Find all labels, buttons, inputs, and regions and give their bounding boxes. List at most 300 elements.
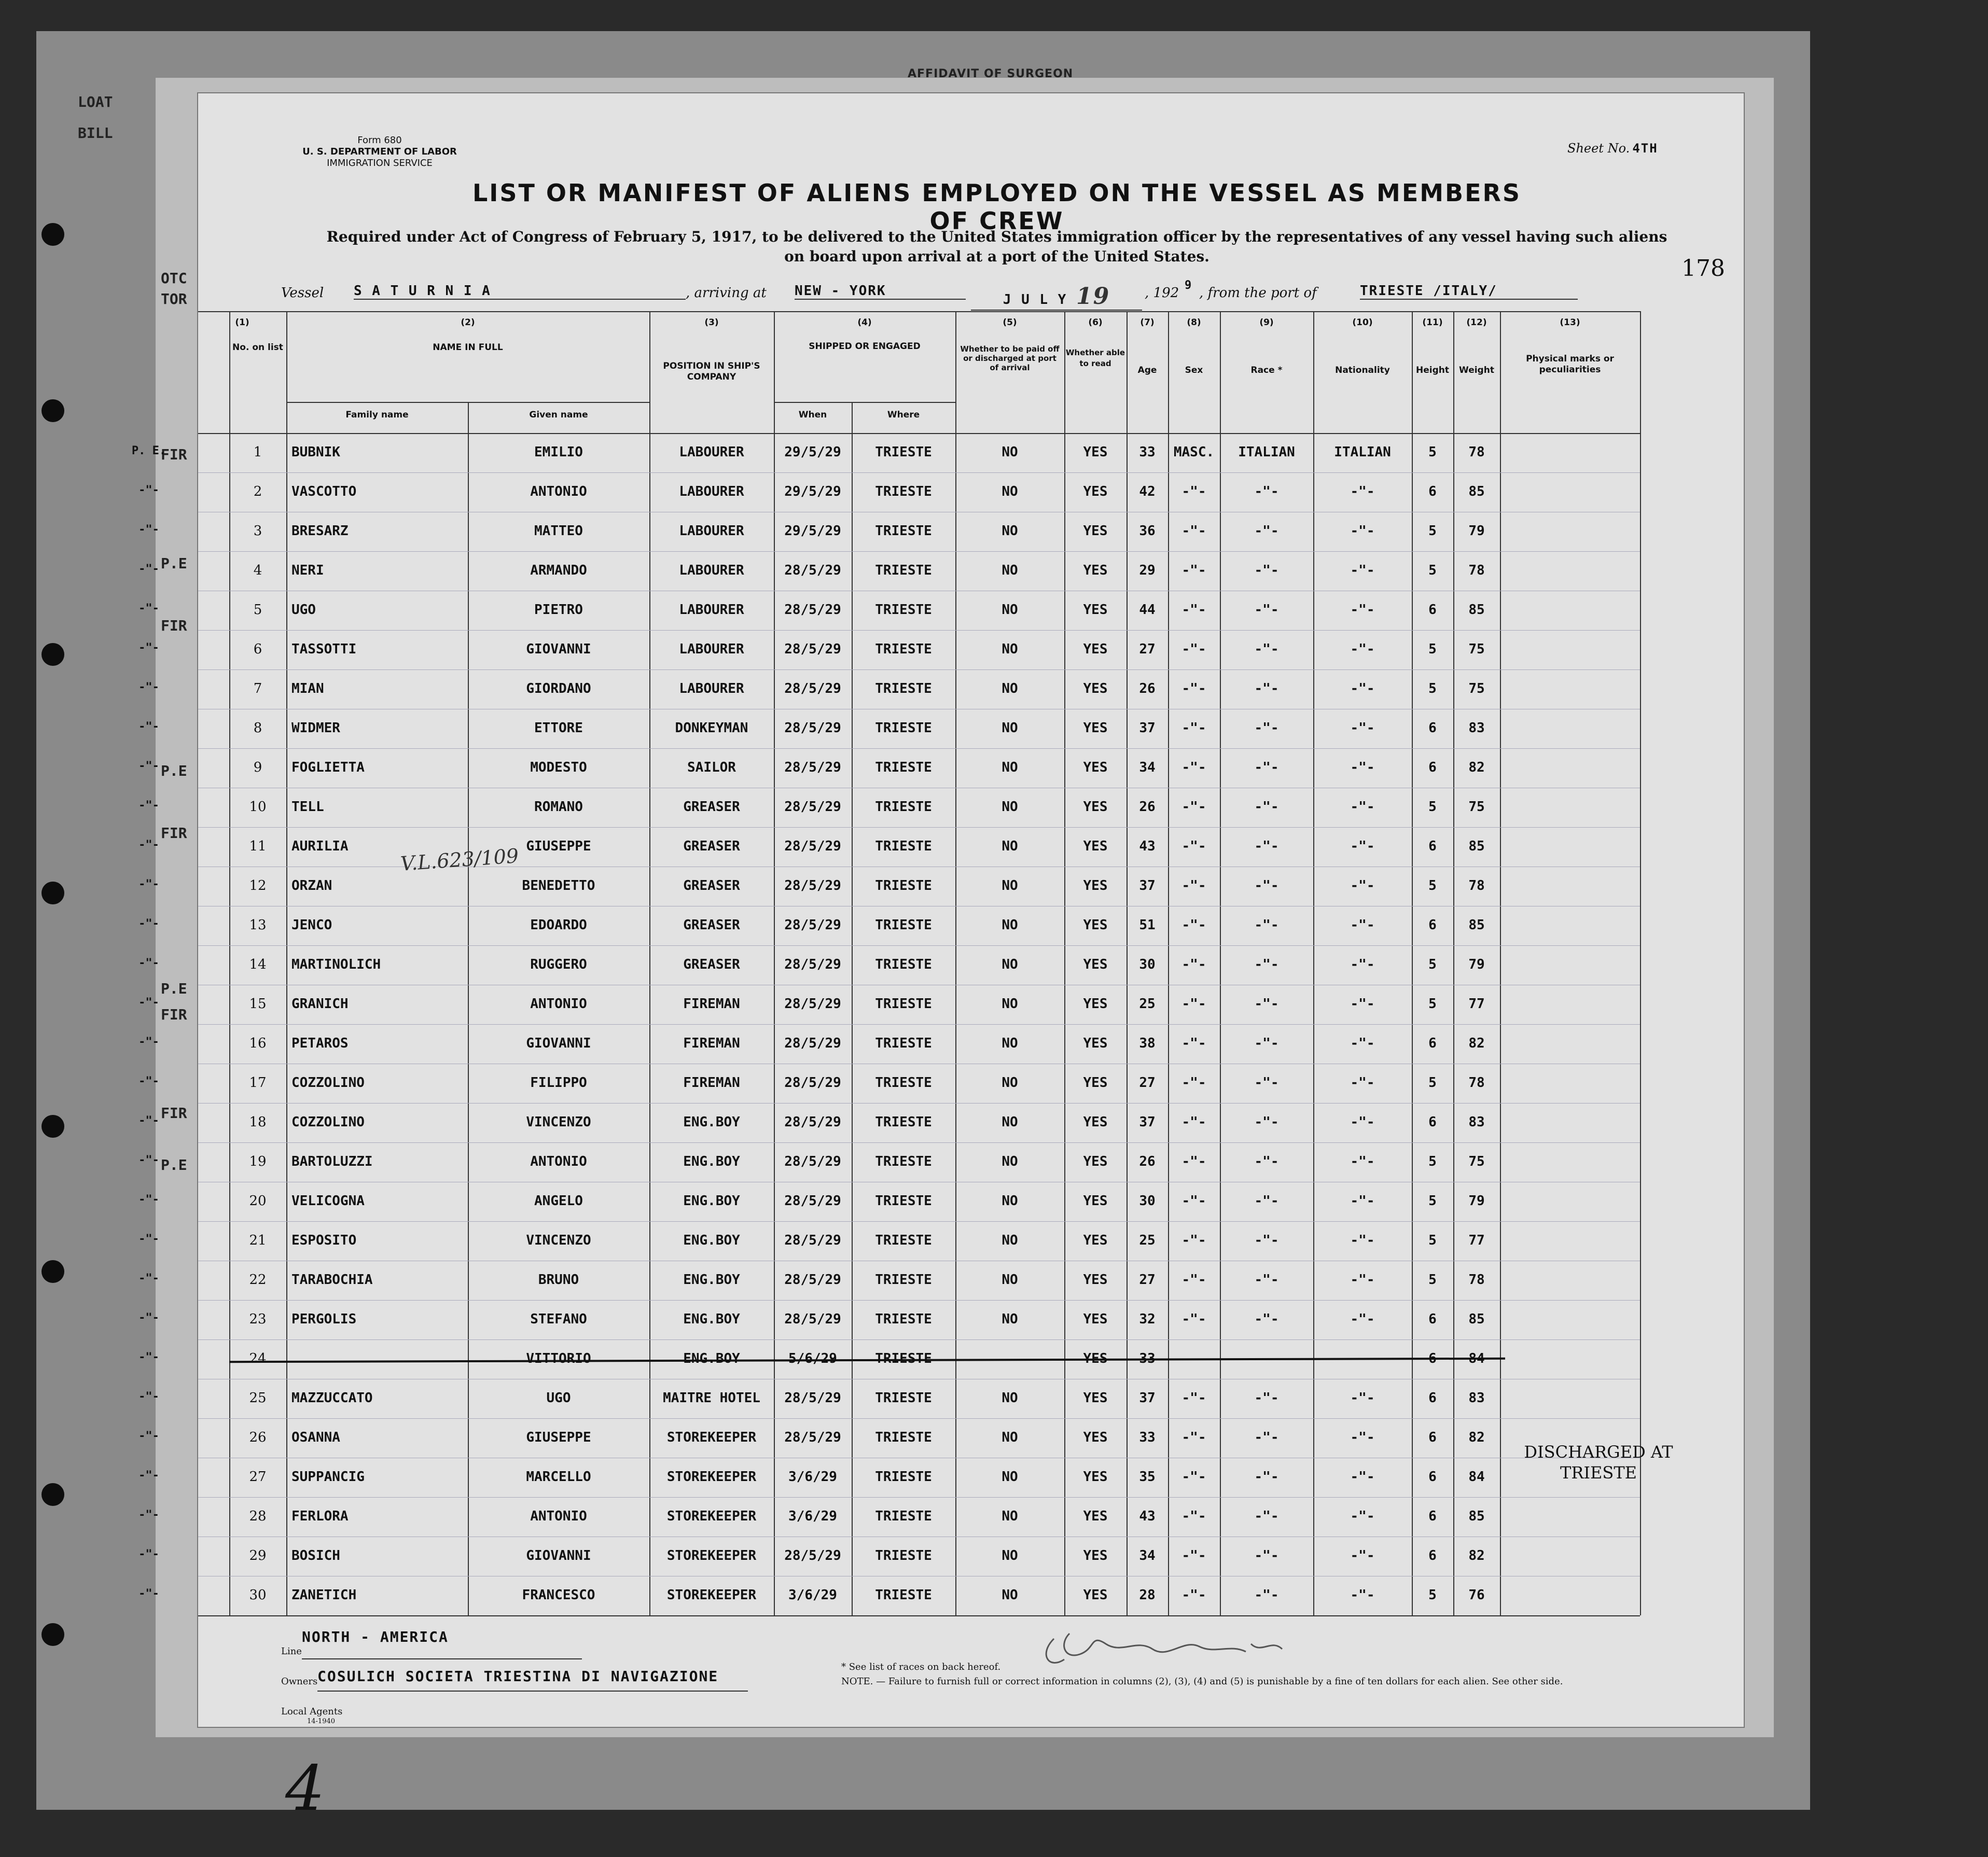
cell-weight: 85 xyxy=(1468,1509,1485,1524)
cell-race: -"- xyxy=(1254,1311,1279,1327)
cell-height: 6 xyxy=(1428,1390,1437,1406)
punch-hole xyxy=(41,1623,64,1646)
penalty-note: NOTE. — Failure to furnish full or correct information in columns (2), (3), (4) and (5) is punishable by a fine of ten dollars for each alien. See other side. xyxy=(841,1676,1563,1687)
cell-age: 34 xyxy=(1139,1548,1156,1563)
cell-position: DONKEYMAN xyxy=(675,720,748,736)
cell-weight: 77 xyxy=(1468,996,1485,1012)
header-given-name: Given name xyxy=(529,410,588,420)
cell-able-to-read: YES xyxy=(1083,681,1108,696)
arrival-month: J U L Y xyxy=(1003,292,1067,308)
page-number: 4 xyxy=(285,1753,325,1825)
cell-paid-off: NO xyxy=(1002,917,1018,933)
cell-given-name: BRUNO xyxy=(538,1272,579,1288)
cell-paid-off: NO xyxy=(1002,1587,1018,1603)
cell-height: 5 xyxy=(1428,1075,1437,1091)
cell-given-name: MODESTO xyxy=(530,760,587,775)
cell-sex: -"- xyxy=(1181,1430,1206,1445)
cell-shipped-where: TRIESTE xyxy=(875,523,932,539)
cell-row-mark: P. E. xyxy=(131,444,166,457)
cell-family-name: SUPPANCIG xyxy=(291,1469,365,1485)
colnum-3: (3) xyxy=(704,317,719,328)
colnum-11: (11) xyxy=(1422,317,1443,328)
cell-shipped-where: TRIESTE xyxy=(875,1390,932,1406)
row-rule xyxy=(198,748,1640,749)
cell-position: LABOURER xyxy=(679,641,744,657)
cell-height: 6 xyxy=(1428,839,1437,854)
cell-able-to-read: YES xyxy=(1083,799,1108,815)
arriving-label: , arriving at xyxy=(686,285,767,301)
colnum-13: (13) xyxy=(1560,317,1580,328)
from-label: , from the port of xyxy=(1199,285,1317,301)
cell-position: SAILOR xyxy=(687,760,736,775)
cell-family-name: BOSICH xyxy=(291,1548,340,1563)
cell-position: LABOURER xyxy=(679,681,744,696)
cell-given-name: BENEDETTO xyxy=(522,878,595,893)
cell-shipped-when: 28/5/29 xyxy=(784,1036,841,1051)
cell-race: -"- xyxy=(1254,720,1279,736)
cell-given-name: ETTORE xyxy=(534,720,583,736)
cell-height: 6 xyxy=(1428,484,1437,499)
cell-shipped-when: 28/5/29 xyxy=(784,760,841,775)
cell-sex: -"- xyxy=(1181,1548,1206,1563)
cell-family-name: ZANETICH xyxy=(291,1587,357,1603)
punch-hole xyxy=(41,1483,64,1506)
cell-shipped-when: 28/5/29 xyxy=(784,720,841,736)
cell-row-mark: -"- xyxy=(138,1193,159,1206)
cell-able-to-read: YES xyxy=(1083,720,1108,736)
cell-given-name: EMILIO xyxy=(534,444,583,460)
cell-weight: 84 xyxy=(1468,1469,1485,1485)
cell-family-name: OSANNA xyxy=(291,1430,340,1445)
column-divider xyxy=(1500,311,1501,1615)
cell-row-number: 13 xyxy=(249,917,267,933)
cell-age: 30 xyxy=(1139,957,1156,972)
cell-height: 6 xyxy=(1428,602,1437,618)
cell-weight: 84 xyxy=(1468,1351,1485,1366)
cell-age: 30 xyxy=(1139,1193,1156,1209)
cell-age: 27 xyxy=(1139,641,1156,657)
cell-nationality: -"- xyxy=(1350,760,1375,775)
punch-hole xyxy=(41,1260,64,1283)
cell-family-name: JENCO xyxy=(291,917,332,933)
row-rule xyxy=(198,669,1640,670)
cell-age: 36 xyxy=(1139,523,1156,539)
header-name-in-full: NAME IN FULL xyxy=(433,342,503,353)
cell-shipped-when: 28/5/29 xyxy=(784,1114,841,1130)
cell-row-mark: -"- xyxy=(138,839,159,851)
cell-position: STOREKEEPER xyxy=(666,1509,757,1524)
cell-row-number: 5 xyxy=(253,602,262,618)
cell-family-name: BARTOLUZZI xyxy=(291,1154,373,1169)
cell-row-mark: -"- xyxy=(138,1154,159,1167)
header-when: When xyxy=(798,410,827,420)
cell-race: -"- xyxy=(1254,1390,1279,1406)
cell-shipped-when: 28/5/29 xyxy=(784,563,841,578)
cell-row-number: 8 xyxy=(253,720,262,736)
header-nationality: Nationality xyxy=(1335,365,1390,375)
cell-position: ENG.BOY xyxy=(683,1272,740,1288)
cell-sex: -"- xyxy=(1181,917,1206,933)
cell-height: 6 xyxy=(1428,917,1437,933)
cell-position: FIREMAN xyxy=(683,1036,740,1051)
cell-nationality: -"- xyxy=(1350,917,1375,933)
cell-race: -"- xyxy=(1254,799,1279,815)
cell-age: 32 xyxy=(1139,1311,1156,1327)
colnum-10: (10) xyxy=(1352,317,1373,328)
header-paid-off: Whether to be paid off or discharged at port of arrival xyxy=(960,344,1060,372)
cell-able-to-read: YES xyxy=(1083,839,1108,854)
discharged-line-1: DISCHARGED AT xyxy=(1524,1442,1673,1462)
cell-paid-off: NO xyxy=(1002,720,1018,736)
cell-sex: -"- xyxy=(1181,1036,1206,1051)
cell-given-name: ROMANO xyxy=(534,799,583,815)
header-sex: Sex xyxy=(1185,365,1203,375)
cell-shipped-where: TRIESTE xyxy=(875,760,932,775)
cell-position: GREASER xyxy=(683,799,740,815)
footer xyxy=(281,1628,1723,1725)
owners-label: Owners xyxy=(281,1676,318,1687)
cell-shipped-where: TRIESTE xyxy=(875,720,932,736)
header-able-to-read: Whether able to read xyxy=(1065,348,1125,368)
cell-row-number: 16 xyxy=(249,1036,267,1051)
cell-nationality: -"- xyxy=(1350,799,1375,815)
cell-row-number: 14 xyxy=(249,957,267,972)
cell-able-to-read: YES xyxy=(1083,1154,1108,1169)
cell-given-name: MARCELLO xyxy=(526,1469,591,1485)
cell-weight: 78 xyxy=(1468,444,1485,460)
cell-sex: -"- xyxy=(1181,1272,1206,1288)
edge-mark: FIR xyxy=(161,446,187,463)
edge-mark: P.E xyxy=(161,555,187,572)
manifest-title: LIST OR MANIFEST OF ALIENS EMPLOYED ON THE VESSEL AS MEMBERS OF CREW xyxy=(472,179,1522,235)
cell-weight: 82 xyxy=(1468,1430,1485,1445)
cell-shipped-where: TRIESTE xyxy=(875,641,932,657)
year-prefix: , 192 xyxy=(1145,285,1179,301)
cell-height: 5 xyxy=(1428,681,1437,696)
cell-position: GREASER xyxy=(683,878,740,893)
cell-weight: 78 xyxy=(1468,1272,1485,1288)
cell-family-name: FOGLIETTA xyxy=(291,760,365,775)
cell-race: -"- xyxy=(1254,760,1279,775)
cell-sex: -"- xyxy=(1181,1390,1206,1406)
cell-family-name: MIAN xyxy=(291,681,324,696)
cell-weight: 85 xyxy=(1468,917,1485,933)
row-rule xyxy=(198,1497,1640,1498)
cell-able-to-read: YES xyxy=(1083,1272,1108,1288)
cell-family-name: BUBNIK xyxy=(291,444,340,460)
cell-sex: -"- xyxy=(1181,484,1206,499)
cell-nationality: -"- xyxy=(1350,1193,1375,1209)
races-note: * See list of races on back hereof. xyxy=(841,1661,1001,1672)
cell-row-number: 19 xyxy=(249,1154,267,1169)
cell-sex: -"- xyxy=(1181,839,1206,854)
cell-row-number: 25 xyxy=(249,1390,267,1406)
cell-race: -"- xyxy=(1254,1509,1279,1524)
cell-family-name: VASCOTTO xyxy=(291,484,357,499)
cell-family-name: AURILIA xyxy=(291,839,349,854)
edge-mark: P.E xyxy=(161,980,187,997)
vessel-name: S A T U R N I A xyxy=(354,283,686,300)
form-header xyxy=(297,135,463,169)
cell-shipped-where: TRIESTE xyxy=(875,1509,932,1524)
discharged-line-2: TRIESTE xyxy=(1560,1463,1637,1483)
cell-able-to-read: YES xyxy=(1083,484,1108,499)
cell-weight: 79 xyxy=(1468,1193,1485,1209)
cell-position: FIREMAN xyxy=(683,996,740,1012)
cell-height: 6 xyxy=(1428,1469,1437,1485)
cell-race: -"- xyxy=(1254,1114,1279,1130)
cell-height: 6 xyxy=(1428,1311,1437,1327)
cell-race: -"- xyxy=(1254,1272,1279,1288)
cell-paid-off: NO xyxy=(1002,996,1018,1012)
cell-height: 5 xyxy=(1428,957,1437,972)
arrival-date xyxy=(971,283,1142,311)
cell-age: 25 xyxy=(1139,996,1156,1012)
cell-weight: 78 xyxy=(1468,563,1485,578)
cell-nationality: -"- xyxy=(1350,641,1375,657)
cell-shipped-where: TRIESTE xyxy=(875,1272,932,1288)
cell-row-mark: -"- xyxy=(138,878,159,891)
cell-sex: -"- xyxy=(1181,1154,1206,1169)
year-suffix: 9 xyxy=(1185,279,1193,292)
cell-weight: 75 xyxy=(1468,1154,1485,1169)
cell-given-name: GIOVANNI xyxy=(526,1036,591,1051)
cell-age: 33 xyxy=(1139,444,1156,460)
cell-row-mark: -"- xyxy=(138,1311,159,1324)
cell-shipped-where: TRIESTE xyxy=(875,839,932,854)
cell-row-number: 10 xyxy=(249,799,267,815)
cell-race: -"- xyxy=(1254,917,1279,933)
cell-age: 27 xyxy=(1139,1075,1156,1091)
header-rule xyxy=(198,1615,1640,1616)
cell-height: 5 xyxy=(1428,523,1437,539)
cell-age: 38 xyxy=(1139,1036,1156,1051)
cell-family-name: TELL xyxy=(291,799,324,815)
vessel-label: Vessel xyxy=(281,285,324,301)
cell-position: MAITRE HOTEL xyxy=(663,1390,760,1406)
cell-row-number: 15 xyxy=(249,996,267,1012)
edge-mark: P.E xyxy=(161,1156,187,1174)
row-rule xyxy=(198,1418,1640,1419)
header-height: Height xyxy=(1416,365,1449,375)
cell-nationality: -"- xyxy=(1350,1154,1375,1169)
cell-age: 29 xyxy=(1139,563,1156,578)
cell-paid-off: NO xyxy=(1002,1548,1018,1563)
cell-height: 5 xyxy=(1428,1272,1437,1288)
cell-position: LABOURER xyxy=(679,484,744,499)
edge-mark: FIR xyxy=(161,1006,187,1023)
cell-nationality: -"- xyxy=(1350,1311,1375,1327)
line-underline xyxy=(302,1658,582,1659)
cell-sex: -"- xyxy=(1181,602,1206,618)
cell-row-number: 26 xyxy=(249,1430,267,1445)
cell-sex: -"- xyxy=(1181,1114,1206,1130)
cell-shipped-when: 28/5/29 xyxy=(784,1193,841,1209)
cell-family-name: BRESARZ xyxy=(291,523,349,539)
cell-family-name: FERLORA xyxy=(291,1509,349,1524)
cell-row-number: 7 xyxy=(253,681,262,696)
punch-hole xyxy=(41,399,64,422)
cell-paid-off: NO xyxy=(1002,760,1018,775)
colnum-4: (4) xyxy=(857,317,872,328)
cell-row-mark: -"- xyxy=(138,1114,159,1127)
cell-shipped-where: TRIESTE xyxy=(875,1587,932,1603)
cell-sex: -"- xyxy=(1181,523,1206,539)
cell-able-to-read: YES xyxy=(1083,1351,1108,1366)
cell-row-mark: -"- xyxy=(138,1272,159,1285)
form-number: Form 680 xyxy=(357,135,402,146)
cell-position: ENG.BOY xyxy=(683,1311,740,1327)
row-rule xyxy=(198,630,1640,631)
service-name: IMMIGRATION SERVICE xyxy=(327,158,433,169)
department-name: U. S. DEPARTMENT OF LABOR xyxy=(302,146,457,157)
cell-row-mark: -"- xyxy=(138,957,159,970)
cell-weight: 75 xyxy=(1468,799,1485,815)
cell-shipped-where: TRIESTE xyxy=(875,1548,932,1563)
row-rule xyxy=(198,1300,1640,1301)
cell-row-number: 2 xyxy=(253,484,262,499)
cell-shipped-when: 28/5/29 xyxy=(784,1311,841,1327)
cell-family-name: PERGOLIS xyxy=(291,1311,357,1327)
edge-mark: BILL xyxy=(78,124,113,142)
cell-paid-off: NO xyxy=(1002,1075,1018,1091)
edge-mark: FIR xyxy=(161,825,187,842)
cell-shipped-where: TRIESTE xyxy=(875,1036,932,1051)
cell-able-to-read: YES xyxy=(1083,996,1108,1012)
cell-row-number: 4 xyxy=(253,563,262,578)
cell-paid-off: NO xyxy=(1002,1272,1018,1288)
cell-family-name: NERI xyxy=(291,563,324,578)
cell-sex: -"- xyxy=(1181,563,1206,578)
cell-weight: 75 xyxy=(1468,641,1485,657)
cell-able-to-read: YES xyxy=(1083,1233,1108,1248)
cell-sex: -"- xyxy=(1181,1469,1206,1485)
cell-given-name: VITTORIO xyxy=(526,1351,591,1366)
cell-weight: 77 xyxy=(1468,1233,1485,1248)
cell-row-mark: -"- xyxy=(138,799,159,812)
cell-weight: 85 xyxy=(1468,1311,1485,1327)
cell-race: -"- xyxy=(1254,1587,1279,1603)
cell-height: 6 xyxy=(1428,720,1437,736)
row-rule xyxy=(198,1142,1640,1143)
cell-able-to-read: YES xyxy=(1083,641,1108,657)
cell-row-mark: -"- xyxy=(138,1509,159,1521)
cell-weight: 82 xyxy=(1468,1036,1485,1051)
cell-row-number: 20 xyxy=(249,1193,267,1209)
cell-position: ENG.BOY xyxy=(683,1351,740,1366)
header-no-on-list: No. on list xyxy=(232,342,283,353)
cell-sex: -"- xyxy=(1181,799,1206,815)
cell-nationality: -"- xyxy=(1350,1430,1375,1445)
sheet-number-label: Sheet No. xyxy=(1567,141,1630,156)
cell-position: ENG.BOY xyxy=(683,1233,740,1248)
cell-row-mark: -"- xyxy=(138,563,159,576)
cell-sex: -"- xyxy=(1181,1075,1206,1091)
cell-row-mark: -"- xyxy=(138,1233,159,1246)
cell-position: STOREKEEPER xyxy=(666,1469,757,1485)
header-rule xyxy=(198,311,1640,312)
colnum-9: (9) xyxy=(1259,317,1274,328)
cell-nationality: ITALIAN xyxy=(1334,444,1391,460)
column-divider xyxy=(1640,311,1641,1615)
cell-paid-off: NO xyxy=(1002,1509,1018,1524)
cell-row-mark: -"- xyxy=(138,523,159,536)
cell-given-name: ARMANDO xyxy=(530,563,587,578)
cell-able-to-read: YES xyxy=(1083,917,1108,933)
manifest-subtitle xyxy=(291,227,1702,267)
cell-shipped-where: TRIESTE xyxy=(875,1311,932,1327)
cell-position: ENG.BOY xyxy=(683,1193,740,1209)
cell-shipped-where: TRIESTE xyxy=(875,1075,932,1091)
cell-nationality: -"- xyxy=(1350,1272,1375,1288)
header-age: Age xyxy=(1137,365,1157,375)
cell-shipped-where: TRIESTE xyxy=(875,563,932,578)
cell-height: 6 xyxy=(1428,1036,1437,1051)
cell-weight: 83 xyxy=(1468,1390,1485,1406)
cell-age: 37 xyxy=(1139,1390,1156,1406)
cell-shipped-where: TRIESTE xyxy=(875,957,932,972)
vessel-line xyxy=(281,279,1733,310)
cell-family-name: GRANICH xyxy=(291,996,349,1012)
cell-row-number: 29 xyxy=(249,1548,267,1563)
cell-shipped-when: 28/5/29 xyxy=(784,1272,841,1288)
row-rule xyxy=(198,472,1640,473)
cell-paid-off: NO xyxy=(1002,563,1018,578)
cell-given-name: ANGELO xyxy=(534,1193,583,1209)
edge-mark: FIR xyxy=(161,1105,187,1122)
row-rule xyxy=(198,1339,1640,1340)
cell-position: GREASER xyxy=(683,957,740,972)
cell-family-name: TARABOCHIA xyxy=(291,1272,373,1288)
cell-weight: 85 xyxy=(1468,484,1485,499)
colnum-1: (1) xyxy=(235,317,249,328)
cell-shipped-when: 29/5/29 xyxy=(784,523,841,539)
cell-shipped-where: TRIESTE xyxy=(875,996,932,1012)
cell-row-number: 24 xyxy=(249,1351,267,1366)
cell-able-to-read: YES xyxy=(1083,1036,1108,1051)
cell-race: -"- xyxy=(1254,957,1279,972)
subtitle-line-2: on board upon arrival at a port of the United States. xyxy=(784,248,1210,265)
cell-paid-off: NO xyxy=(1002,1430,1018,1445)
punch-hole xyxy=(41,1115,64,1138)
cell-position: STOREKEEPER xyxy=(666,1430,757,1445)
cell-height: 6 xyxy=(1428,1548,1437,1563)
cell-weight: 76 xyxy=(1468,1587,1485,1603)
cell-age: 37 xyxy=(1139,878,1156,893)
cell-weight: 83 xyxy=(1468,720,1485,736)
cell-given-name: RUGGERO xyxy=(530,957,587,972)
edge-mark: TOR xyxy=(161,290,187,308)
cell-age: 25 xyxy=(1139,1233,1156,1248)
cell-race: ITALIAN xyxy=(1238,444,1295,460)
cell-weight: 82 xyxy=(1468,760,1485,775)
cell-shipped-where: TRIESTE xyxy=(875,1154,932,1169)
cell-paid-off: NO xyxy=(1002,641,1018,657)
row-rule xyxy=(198,827,1640,828)
header-race: Race * xyxy=(1250,365,1283,375)
cell-weight: 79 xyxy=(1468,957,1485,972)
cell-shipped-when: 28/5/29 xyxy=(784,878,841,893)
cell-paid-off: NO xyxy=(1002,957,1018,972)
header-rule xyxy=(774,402,955,403)
cell-shipped-when: 28/5/29 xyxy=(784,1075,841,1091)
cell-nationality: -"- xyxy=(1350,1509,1375,1524)
cell-age: 43 xyxy=(1139,839,1156,854)
cell-given-name: VINCENZO xyxy=(526,1114,591,1130)
cell-given-name: GIOVANNI xyxy=(526,1548,591,1563)
cell-row-number: 22 xyxy=(249,1272,267,1288)
cell-given-name: ANTONIO xyxy=(530,996,587,1012)
